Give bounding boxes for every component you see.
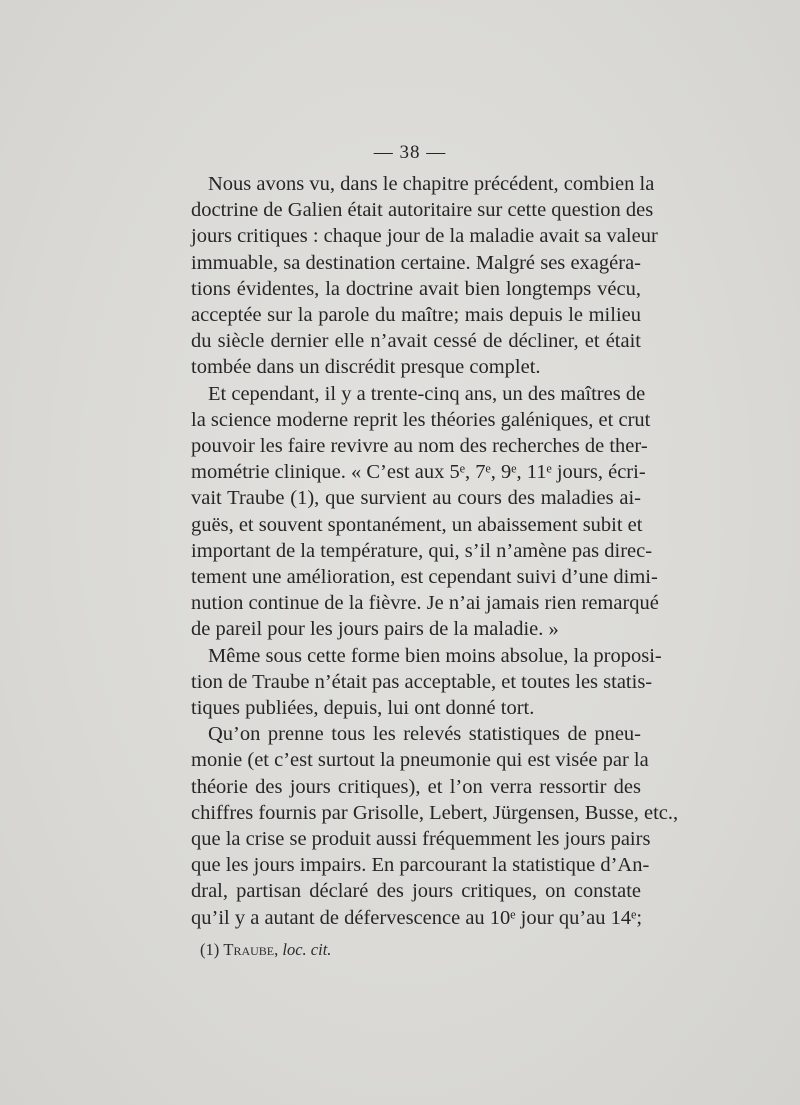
text-line: tiques publiées, depuis, lui ont donné tort. [191, 697, 535, 720]
text-line: tombée dans un discrédit presque complet. [191, 356, 541, 379]
body-text [191, 171, 679, 931]
footnote-marker: (1) [200, 940, 220, 959]
text-line: tement une amélioration, est cependant suivi d’une dimi- [191, 566, 658, 589]
text-line: de pareil pour les jours pairs de la maladie. » [191, 618, 559, 641]
text-line: pouvoir les faire revivre au nom des recherches de ther- [191, 435, 648, 458]
text-line: jours critiques : chaque jour de la maladie avait sa valeur [191, 225, 658, 248]
text-line: que les jours impairs. En parcourant la statistique d’An- [191, 854, 650, 877]
text-line: Et cependant, il y a trente-cinq ans, un des maîtres de [208, 382, 646, 405]
text-line: nution continue de la fièvre. Je n’ai jamais rien remarqué [191, 592, 659, 615]
page-number: — 38 — [373, 142, 447, 163]
text-line: la science moderne reprit les théories galéniques, et crut [191, 408, 651, 431]
paragraph-3 [191, 643, 662, 722]
text-line: monie (et c’est surtout la pneumonie qui est visée par la [191, 749, 649, 772]
text-line: guës, et souvent spontanément, un abaissement subit et [191, 513, 643, 536]
footnote [200, 940, 331, 960]
text-line: tion de Traube n’était pas acceptable, et toutes les statis- [191, 670, 653, 693]
text-line: Même sous cette forme bien moins absolue, la proposi- [208, 644, 662, 667]
paragraph-1 [191, 171, 658, 381]
text-line: tions évidentes, la doctrine avait bien longtemps vécu, [191, 277, 641, 300]
text-line: mométrie clinique. « C’est aux 5ᵉ, 7ᵉ, 9ᵉ, 11ᵉ jours, écri- [191, 461, 646, 484]
footnote-author: Traube, [223, 940, 279, 959]
footnote-reference: loc. cit. [282, 940, 332, 959]
text-line: doctrine de Galien était autoritaire sur cette question des [191, 199, 654, 222]
paragraph-2 [191, 381, 659, 643]
text-line: chiffres fournis par Grisolle, Lebert, Jürgensen, Busse, etc., [191, 801, 679, 824]
text-line: dral, partisan déclaré des jours critiques, on constate [191, 880, 641, 903]
text-line: qu’il y a autant de défervescence au 10ᵉ jour qu’au 14ᵉ; [191, 906, 643, 929]
text-line: vait Traube (1), que survient au cours des maladies ai- [191, 487, 641, 510]
text-line: acceptée sur la parole du maître; mais depuis le milieu [191, 304, 641, 327]
text-line: immuable, sa destination certaine. Malgré ses exagéra- [191, 251, 641, 274]
text-line: important de la température, qui, s’il n’amène pas direc- [191, 539, 653, 562]
text-line: théorie des jours critiques), et l’on verra ressortir des [191, 775, 641, 798]
text-line: du siècle dernier elle n’avait cessé de décliner, et était [191, 330, 641, 353]
text-line: Qu’on prenne tous les relevés statistiques de pneu- [208, 723, 641, 746]
text-line: Nous avons vu, dans le chapitre précédent, combien la [208, 173, 655, 195]
paragraph-4 [191, 721, 679, 931]
text-line: que la crise se produit aussi fréquemment les jours pairs [191, 828, 651, 851]
